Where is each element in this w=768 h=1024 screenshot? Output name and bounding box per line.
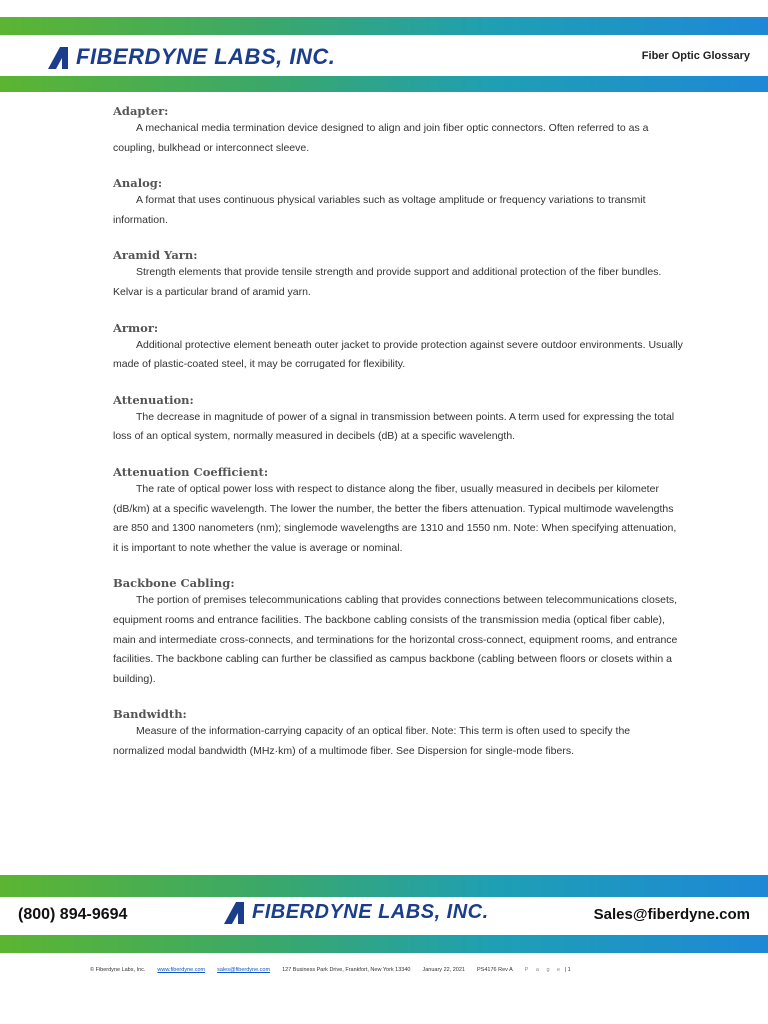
glossary-term: Analog: (113, 176, 163, 191)
glossary-entry (113, 392, 683, 447)
footer-phone: (800) 894-9694 (18, 906, 128, 923)
document-id: PS4176 Rev A (477, 967, 513, 973)
document-title: Fiber Optic Glossary (641, 50, 750, 62)
copyright: © Fiberdyne Labs, Inc. (90, 967, 146, 973)
address: 127 Business Park Drive, Frankfort, New York 13340 (282, 967, 411, 973)
header-company-name: FIBERDYNE LABS, INC. (76, 44, 336, 69)
page-number: | 1 (564, 967, 571, 973)
glossary-entry (113, 575, 683, 689)
glossary-entry (113, 706, 683, 761)
glossary-term: Attenuation Coefficient: (113, 464, 269, 479)
glossary-definition: Strength elements that provide tensile strength and provide support and additional protection of the fiber bundles. Kelvar is a particular brand of aramid yarn. (113, 266, 662, 298)
glossary-entry (113, 247, 683, 302)
fiberdyne-logo-icon (46, 45, 74, 69)
header-gradient-bar-lower (0, 76, 768, 92)
footer-email: Sales@fiberdyne.com (593, 906, 750, 923)
glossary-term: Bandwidth: (113, 707, 187, 722)
footnote (90, 967, 571, 973)
header-gradient-bar (0, 17, 768, 35)
glossary-definition: Additional protective element beneath outer jacket to provide protection against severe outdoor environments. Usually made of plastic-coated steel, it may be corrugated for flexibility. (113, 338, 683, 371)
glossary-entry (113, 320, 683, 375)
fiberdyne-logo-icon (222, 900, 250, 924)
glossary-definition: Measure of the information-carrying capacity of an optical fiber. Note: This term is often used to specify the normalized modal bandwidth (MHz·km) of a multimode fiber. See Dispersion for single-mode fibers. (113, 725, 631, 757)
glossary-entry (113, 175, 683, 230)
glossary-term: Armor: (113, 320, 159, 335)
email-link[interactable]: sales@fiberdyne.com (217, 967, 271, 973)
glossary-term: Backbone Cabling: (113, 576, 235, 591)
glossary-definition: The portion of premises telecommunications cabling that provides connections between telecommunications closets, equipment rooms and entrance facilities. The backbone cabling consists of the transmission media (optical fiber cable), main and intermediate cross-connects, and terminations for the horizontal cross-connect, equipment rooms, and entrance facilities. The backbone cabling can further be classified as campus backbone (cabling between floors or closets within a building). (113, 594, 678, 685)
glossary-content (113, 103, 683, 778)
glossary-entry (113, 464, 683, 558)
footer-logo (222, 900, 489, 924)
glossary-definition: A format that uses continuous physical variables such as voltage amplitude or frequency variations to transmit information. (113, 194, 646, 226)
footer-gradient-bar-lower (0, 935, 768, 953)
glossary-definition: The decrease in magnitude of power of a signal in transmission between points. A term used for expressing the total loss of an optical system, normally measured in decibels (dB) at a specific wavelength. (113, 410, 675, 443)
glossary-term: Adapter: (113, 104, 169, 118)
footer-company-name: FIBERDYNE LABS, INC. (252, 900, 489, 923)
glossary-term: Attenuation: (113, 392, 194, 407)
header-logo (46, 44, 335, 70)
website-link[interactable]: www.fiberdyne.com (157, 967, 206, 973)
glossary-entry (113, 103, 683, 158)
page-label: P a g e (524, 967, 564, 973)
document-date: January 22, 2021 (422, 967, 465, 973)
footer-gradient-bar (0, 875, 768, 897)
glossary-definition: A mechanical media termination device designed to align and join fiber optic connectors. Often referred to as a coupling, bulkhead or interconnect sleeve. (113, 122, 649, 154)
glossary-term: Aramid Yarn: (113, 248, 198, 263)
glossary-definition: The rate of optical power loss with respect to distance along the fiber, usually measured in decibels per kilometer (dB/km) at a specific wavelength. The lower the number, the better the fibers attenuation. Typical multimode wavelengths are 850 and 1300 nanometers (nm); singlemode wavelengths are 1310 and 1550 nm. Note: When specifying attenuation, it is important to note whether the value is average or nominal. (113, 482, 677, 554)
